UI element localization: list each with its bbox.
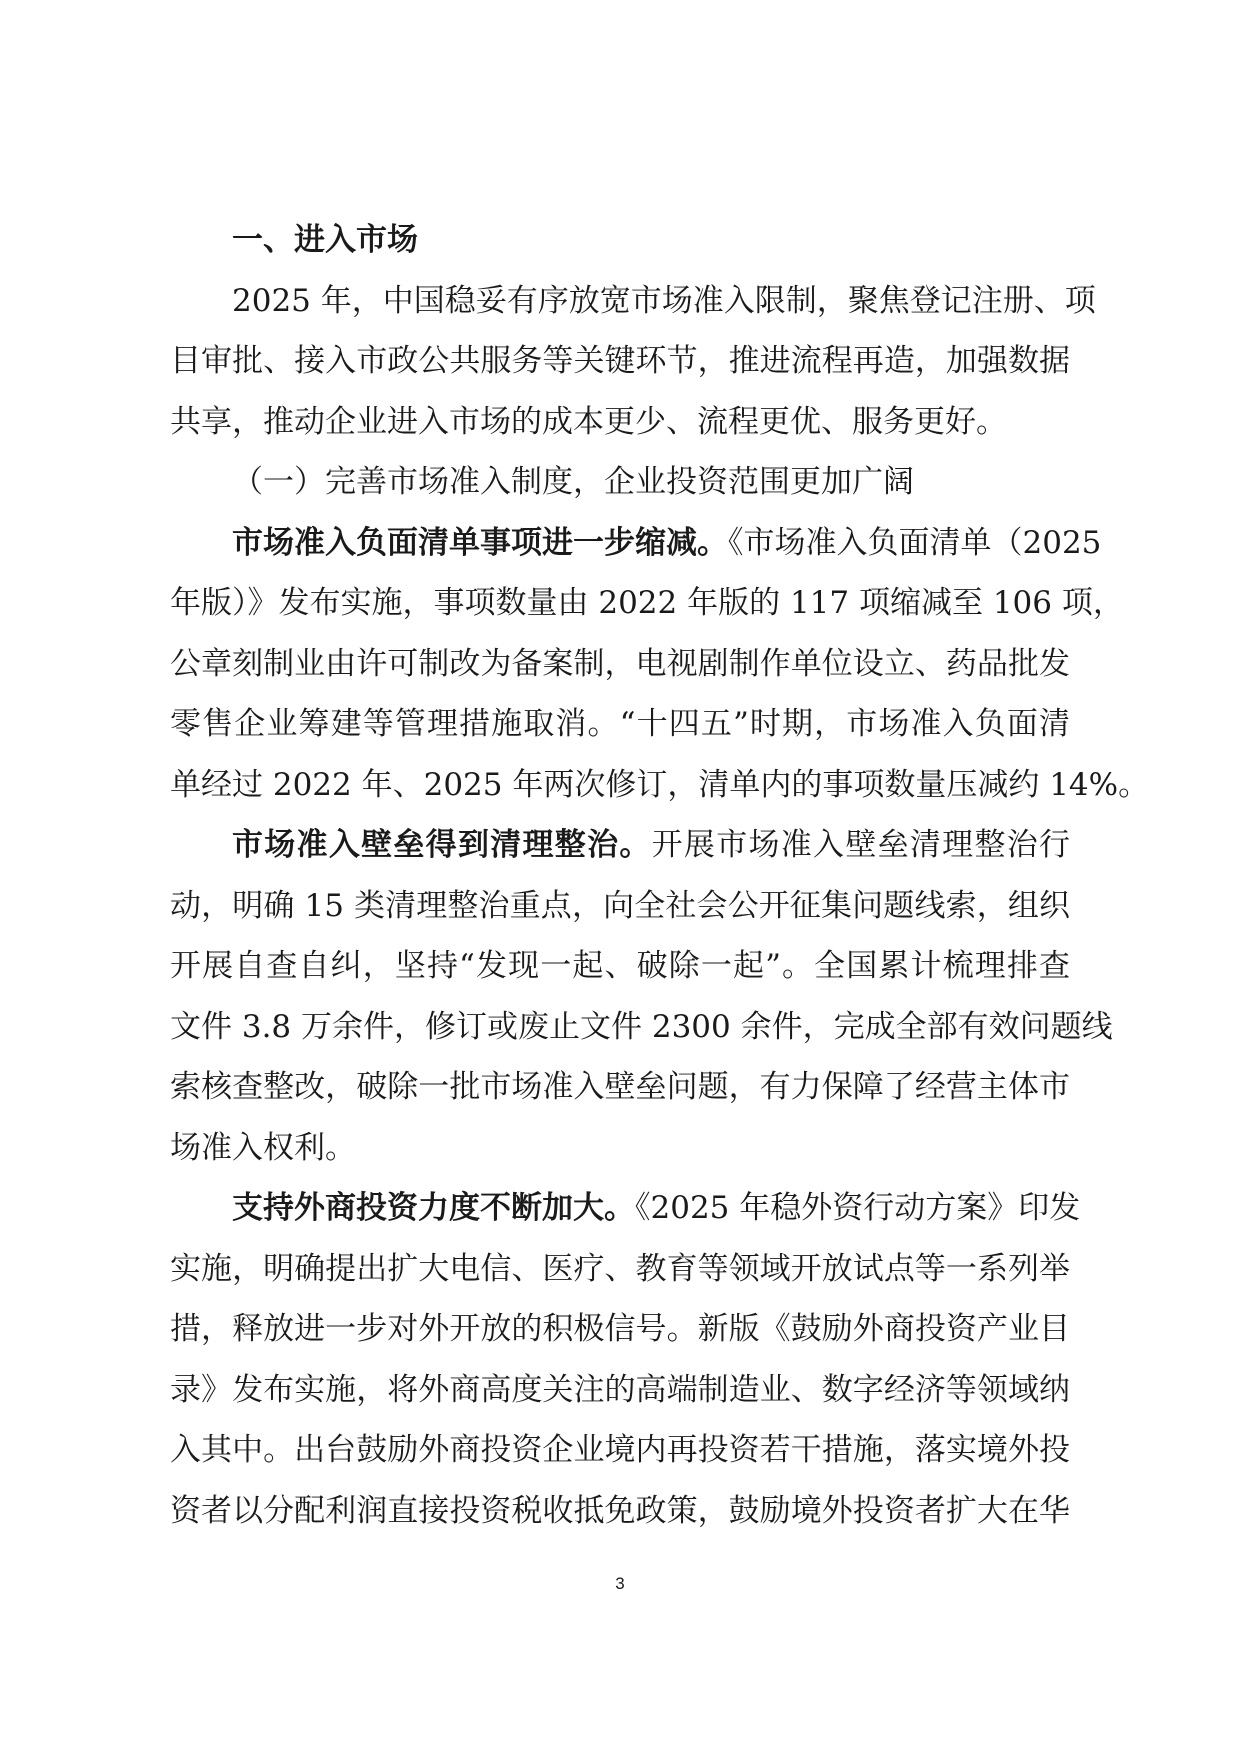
paragraph-negative-list xyxy=(170,513,1150,816)
paragraph-line: 措，释放进一步对外开放的积极信号。新版《鼓励外商投资产业目 xyxy=(170,1311,1070,1347)
paragraph-lead: 市场准入壁垒得到清理整治。 xyxy=(232,827,652,863)
section-heading: 一、进入市场 xyxy=(232,222,418,258)
intro-paragraph xyxy=(170,271,1096,453)
paragraph-line: 公章刻制业由许可制改为备案制，电视剧制作单位设立、药品批发 xyxy=(170,645,1070,682)
paragraph-lead: 市场准入负面清单事项进一步缩减。 xyxy=(232,524,728,561)
subsection-heading: （一）完善市场准入制度，企业投资范围更加广阔 xyxy=(232,464,914,500)
paragraph-line: 零售企业筹建等管理措施取消。“十四五”时期，市场准入负面清 xyxy=(170,706,1070,742)
paragraph-line: 文件 3.8 万余件，修订或废止文件 2300 余件，完成全部有效问题线 xyxy=(170,1008,1113,1045)
paragraph-line: 动，明确 15 类清理整治重点，向全社会公开征集问题线索，组织 xyxy=(170,887,1070,924)
paragraph-line xyxy=(170,1178,1081,1239)
paragraph-line: 开展自查自纠，坚持“发现一起、破除一起”。全国累计梳理排查 xyxy=(170,948,1070,984)
paragraph-text: 开展市场准入壁垒清理整治行 xyxy=(651,827,1070,863)
paragraph-text: 《2025 年稳外资行动方案》印发 xyxy=(635,1190,1081,1226)
paragraph-line: 入其中。出台鼓励外商投资企业境内再投资若干措施，落实境外投 xyxy=(170,1432,1070,1468)
paragraph-line: 资者以分配利润直接投资税收抵免政策，鼓励境外投资者扩大在华 xyxy=(170,1492,1070,1529)
paragraph-line: 目审批、接入市政公共服务等关键环节，推进流程再造，加强数据 xyxy=(170,343,1070,379)
paragraph-text: 《市场准入负面清单（2025 xyxy=(728,524,1102,561)
paragraph-market-barriers xyxy=(170,815,1113,1178)
page-number: 3 xyxy=(615,1574,625,1593)
paragraph-foreign-investment xyxy=(170,1178,1081,1541)
paragraph-line: 索核查整改，破除一批市场准入壁垒问题，有力保障了经营主体市 xyxy=(170,1069,1070,1105)
document-body xyxy=(170,210,1150,1541)
paragraph-line: 实施，明确提出扩大电信、医疗、教育等领域开放试点等一系列举 xyxy=(170,1250,1070,1287)
paragraph-line: 2025 年，中国稳妥有序放宽市场准入限制，聚焦登记注册、项 xyxy=(232,282,1096,319)
paragraph-lead: 支持外商投资力度不断加大。 xyxy=(232,1190,635,1226)
paragraph-line xyxy=(170,513,1102,574)
paragraph-line: 录》发布实施，将外商高度关注的高端制造业、数字经济等领域纳 xyxy=(170,1371,1070,1408)
paragraph-line: 共享，推动企业进入市场的成本更少、流程更优、服务更好。 xyxy=(170,403,1007,440)
paragraph-line xyxy=(170,815,1070,876)
paragraph-line: 单经过 2022 年、2025 年两次修订，清单内的事项数量压减约 14%。 xyxy=(170,766,1150,803)
paragraph-line: 年版）》发布实施，事项数量由 2022 年版的 117 项缩减至 106 项， xyxy=(170,585,1124,621)
paragraph-line: 场准入权利。 xyxy=(170,1129,356,1166)
